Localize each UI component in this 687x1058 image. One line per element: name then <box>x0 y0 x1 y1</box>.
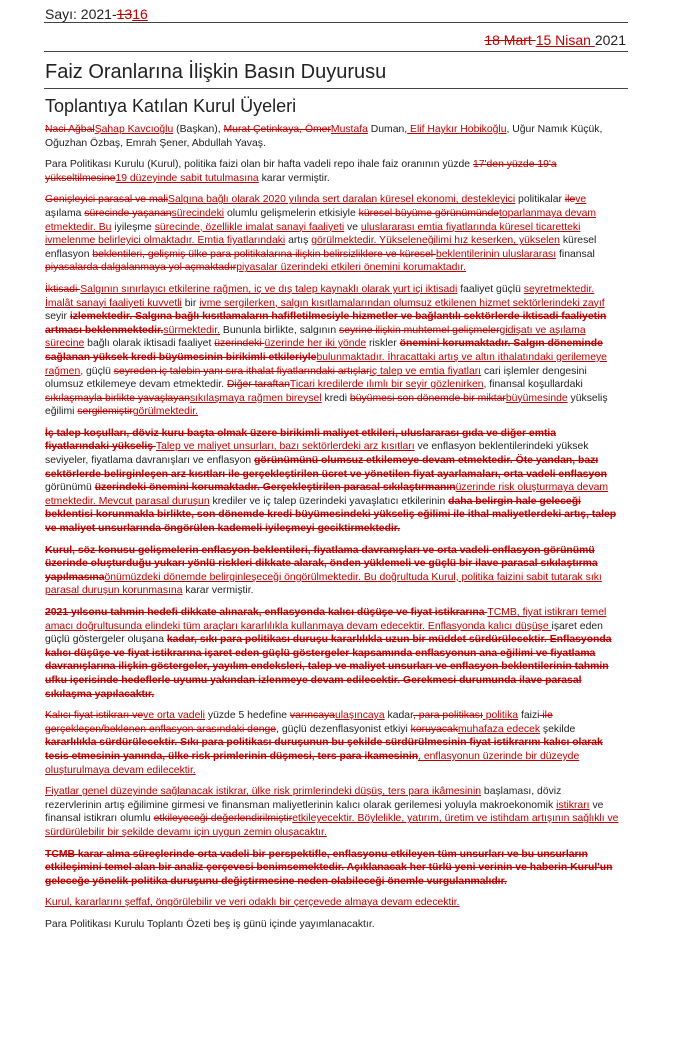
deleted-text: seyreden iç talebin yanı sıra ithalat fiyatlarındaki artışlar <box>113 365 370 377</box>
text-run: , güçlü dezenflasyonist etkiyi <box>276 723 411 735</box>
deleted-text: seyrine ilişkin muhtemel gelişmeler <box>339 324 500 336</box>
text-run: artış <box>285 235 312 247</box>
deleted-text: İktisadi <box>45 283 81 295</box>
text-run: bağlı olarak iktisadi faaliyet <box>84 338 215 350</box>
issue-deleted: 13 <box>116 6 133 22</box>
date-inserted: 15 Nisan <box>535 32 595 48</box>
text-run: Para Politikası Kurulu Toplantı Özeti beş iş günü içinde yayımlanacaktır. <box>45 918 375 930</box>
date-year: 2021 <box>594 32 626 48</box>
deleted-text: sergilemiştir <box>77 406 133 418</box>
text-run: kadar <box>384 710 413 722</box>
inserted-text: sürecindeki <box>171 207 225 219</box>
text-run: iyileşme <box>111 221 155 233</box>
text-run: aşılama <box>45 207 85 219</box>
deleted-text: Naci Ağbal <box>45 124 95 135</box>
deleted-text: kararlılıkla sürdürülecektir. Sıkı para politikası duruşunun bu şekilde sürdürülmesinin fiyat istikrarını kalıcı olarak tesis etmesinin yanında, ülke risk primlerinin düşmesi, ters para ikamesinin <box>45 737 603 762</box>
text-run: (Başkan), <box>173 124 224 135</box>
inserted-text: iç talep ve emtia fiyatları <box>369 365 482 377</box>
deleted-text: piyasalarda dalgalanmaya yol açmaktadır <box>45 262 237 274</box>
inserted-text: üzerinde risk oluşturmaya devam etmektedir. Mevcut parasal duruşun <box>45 482 609 507</box>
inserted-text: eğilimi hız keserken, yükselen <box>421 235 560 247</box>
deleted-text: Kalıcı fiyat istikrarı ve <box>45 710 144 722</box>
issue-inserted: 16 <box>132 6 148 22</box>
text-run: Para Politikası Kurulu (Kurul), politika faizi olan bir hafta vadeli repo ihale faiz oranının yüzde <box>45 159 473 171</box>
deleted-text: 2021 yılsonu tahmin hedefi dikkate alınarak, enflasyonda kalıcı düşüşe ve fiyat istikrarına <box>45 607 488 618</box>
text-run: seyir <box>45 311 70 323</box>
text-run: karar vermiştir. <box>182 585 254 597</box>
text-run: olumlu gelişmelerin etkisiyle <box>224 207 359 219</box>
text-run: faaliyet güçlü <box>457 283 524 295</box>
inserted-text: önümüzdeki dönemde belirginleşeceği öngörülmektedir. Bu doğrultuda Kurul, politika faizini sabit tutarak sıkı parasal duruşun korunmasına <box>45 571 602 597</box>
inserted-text: etkileyecektir. Böylelikle, yatırım, üretim ve istihdam artışının sağlıklı ve sürdürülebilir bir şekilde devamı için uygun zemin oluşacaktır. <box>45 813 619 838</box>
text-run: kredi <box>321 392 350 404</box>
inserted-text: Talep ve maliyet unsurları, bazı sektörlerdeki arz kısıtları <box>155 441 415 453</box>
text-run: finansal <box>556 248 595 260</box>
text-run: güçlü <box>83 365 114 377</box>
inserted-text: bulunmaktadır. İhracattaki artış ve altın ithalatındaki gerilemeye rağmen, <box>45 351 607 377</box>
text-run: görünümü <box>45 482 95 494</box>
text-run: faizi <box>518 710 540 722</box>
text-run: şekilde <box>540 723 576 735</box>
inserted-text: Mustafa <box>330 124 368 135</box>
deleted-text: üzerindeki <box>214 338 265 350</box>
text-run: Duman, <box>367 124 408 135</box>
paragraph <box>45 544 620 598</box>
text-run: ve enflasyon beklentilerindeki yüksek seviyeler, fiyatlama davranışları ve enflasyon <box>45 441 589 467</box>
deleted-text: önemini korumaktadır. Salgın döneminde sağlanan yüksek kredi büyümesinin birikimli etkileriyle <box>45 338 603 363</box>
inserted-text: görülmektedir. Yükselen <box>311 235 422 247</box>
deleted-text: ile gerçekleşen/beklenen enflasyon arasındaki denge <box>45 710 553 735</box>
deleted-text: etkileyeceği değerlendirilmiştir <box>153 813 293 825</box>
deleted-text: , para politikası <box>412 710 483 722</box>
text-run: karar vermiştir. <box>258 172 330 184</box>
inserted-text: Şahap Kavcıoğlu <box>94 124 174 135</box>
inserted-text: Fiyatlar genel düzeyinde sağlanacak istikrar, ülke risk primlerindeki düşüş, ters para ikâmesinin <box>45 786 482 798</box>
text-run: başlaması, döviz rezervlerinin artış eğilimine girmesi ve finansman maliyetlerinin kalıcı olarak gerilemesi yoluyla makroekonomik <box>45 786 562 811</box>
release-date <box>484 32 626 48</box>
paragraph <box>45 123 620 150</box>
paragraph <box>45 896 620 910</box>
paragraph <box>45 785 620 839</box>
deleted-text: kadar, sıkı para politikası duruşu kararlılıkla uzun bir müddet sürdürülecektir. Enflasyonda kalıcı düşüşe ve fiyat istikrarına işaret eden güçlü göstergeler kapsamında enflasyonun ana eğilimi ve fiyatlama davranışlarına ilişkin göstergeler, yayılım endeksleri, talep ve maliyet unsurları ve enflasyon beklentilerinin tahmin ufku içerisinde hedeflerle uyumu yakından izlenmeye devam edilecektir. Gerekmesi durumunda ilave parasal sıkılaşma yapılacaktır. <box>45 634 612 700</box>
paragraph <box>45 606 620 701</box>
inserted-text: Salgına bağlı olarak 2020 yılında sert daralan küresel ekonomi, destekleyici <box>168 194 516 206</box>
section-heading: Toplantıya Katılan Kurul Üyeleri <box>45 96 297 116</box>
inserted-text: ve orta vadeli <box>143 710 205 722</box>
inserted-text: piyasalar üzerindeki etkileri önemini korumaktadır. <box>236 262 467 274</box>
inserted-text: üzerinde her iki yönde <box>264 338 367 350</box>
inserted-text: ivme sergilerken, salgın kısıtlamalarından olumsuz etkilenen hizmet sektörlerindeki zayıf <box>199 297 605 309</box>
issue-number <box>45 6 148 22</box>
deleted-text: sürecinde yaşanan <box>84 207 172 219</box>
inserted-text: beklentilerinin uluslararası <box>435 248 557 260</box>
inserted-text: Kurul, kararlarını şeffaf, öngörülebilir ve veri odaklı bir çerçevede almaya devam edecektir. <box>45 897 460 909</box>
issue-prefix: Sayı: 2021- <box>45 6 117 22</box>
deleted-text: ile <box>564 194 576 206</box>
text-run: küresel enflasyon <box>45 235 597 260</box>
inserted-text: ve <box>575 194 587 206</box>
paragraph <box>45 427 620 536</box>
deleted-text: daha belirgin hale geleceği beklentisi korunmakla birlikte, son dönemde kredi büyümesindeki yükseliş eğilimi ile ithal maliyetlerdeki artış, talep ve maliyet unsurlarında öngörülen kademeli iyileşmeyi geciktirmektedir. <box>45 495 617 535</box>
text-run: politikalar <box>515 194 565 206</box>
deleted-text: izlemektedir. Salgına bağlı kısıtlamaların hafifletilmesiyle hizmetler ve bağlantılı sektörlerde iktisadi faaliyetin artması beklenmektedir. <box>45 311 607 336</box>
paragraph <box>45 709 620 777</box>
deleted-text: Genişleyici parasal ve mali <box>45 194 169 206</box>
text-run: Bununla birlikte, salgının <box>220 324 339 336</box>
paragraph <box>45 283 620 419</box>
page-title: Faiz Oranlarına İlişkin Basın Duyurusu <box>45 61 387 83</box>
text-run: yükseliş eğilimi <box>45 392 608 418</box>
paragraph <box>45 193 620 275</box>
inserted-text: toparlanmaya devam etmektedir. Bu <box>45 207 597 233</box>
deleted-text: Diğer taraftan <box>226 379 290 391</box>
inserted-text: politika <box>482 710 519 722</box>
text-run: , finansal koşullardaki <box>483 379 583 391</box>
title-divider <box>44 88 628 89</box>
paragraph <box>45 158 620 185</box>
inserted-text: Elif Haykır Hobikoğlu <box>407 124 507 135</box>
deleted-text: küresel büyüme görünümünde <box>358 207 500 219</box>
inserted-text: görülmektedir. <box>132 406 199 418</box>
inserted-text: istikrarı <box>556 799 590 811</box>
text-run: riskler <box>366 338 400 350</box>
text-run: bir <box>181 297 200 309</box>
inserted-text: Ticari kredilerde ılımlı bir seyir gözlenirken <box>289 379 484 391</box>
text-run: ve <box>344 221 361 233</box>
text-run: krediler ve iç talep üzerindeki yavaşlatıcı etkilerinin <box>209 495 449 507</box>
top-divider <box>44 22 628 23</box>
date-deleted: 18 Mart <box>484 32 536 48</box>
inserted-text: muhafaza edecek <box>458 723 541 735</box>
header-divider <box>44 51 628 52</box>
inserted-text: uluslararası emtia fiyatlarında küresel ticaretteki ivmelenme belirleyici olmaktadır. Emtia fiyatlarındaki <box>45 221 581 247</box>
deleted-text: büyümesi son dönemde bir miktar <box>349 392 506 404</box>
text-run: cari işlemler dengesini olumsuz etkilemeye devam etmektedir. <box>45 365 587 391</box>
inserted-text: sürmektedir. <box>163 324 220 336</box>
deleted-text: Kurul, söz konusu gelişmelerin enflasyon beklentileri, fiyatlama davranışları ve orta vadeli enflasyon görünümü üzerinde oluşturduğu yukarı yönlü riskleri dikkate alarak, önden yüklemeli ve güçlü bir ilave parasal sıkılaştırma yapılmasına <box>45 544 598 583</box>
inserted-text: Salgının sınırlayıcı etkilerine rağmen, iç ve dış talep kaynaklı olarak yurt içi iktisadi <box>80 283 458 295</box>
text-run: , Uğur Namık Küçük, Oğuzhan Özbaş, Emrah Şener, Abdullah Yavaş. <box>45 124 603 149</box>
document-body <box>45 123 620 939</box>
inserted-text: gidişatı ve aşılama sürecine <box>45 324 586 350</box>
inserted-text: sıkılaşmaya rağmen bireysel <box>189 392 322 404</box>
inserted-text: sürecinde, özellikle imalat sanayi faaliyeti <box>154 221 345 233</box>
inserted-text: ulaşıncaya <box>334 710 385 722</box>
text-run: ve finansal istikrarı olumlu <box>45 799 604 825</box>
deleted-text: beklentileri, gelişmiş ülke para politikalarına ilişkin belirsizliklere ve küresel <box>92 248 436 260</box>
text-run: yüzde 5 hedefine <box>204 710 290 722</box>
text-run: işaret eden güçlü göstergeler oluşana <box>45 620 603 646</box>
inserted-text: seyretmektedir. İmalât sanayi faaliyeti kuvvetli <box>45 283 595 309</box>
deleted-text: görünümünü olumsuz etkilemeye devam etmektedir. Öte yandan, bazı sektörlerde belirginleşen arz kısıtları ile gerçekleştirilen ücret ve yönetilen fiyat ayarlamaları, orta vadeli enflasyon <box>45 455 607 480</box>
inserted-text: , enflasyonun üzerinde bir düzeyde oluşturulmaya devam edilecektir. <box>45 750 580 776</box>
deleted-text: üzerindeki önemini korumaktadır. Gerçekleştirilen parasal sıkılaştırmanın <box>94 482 456 494</box>
paragraph <box>45 848 620 889</box>
paragraph <box>45 918 620 932</box>
deleted-text: İç talep koşulları, döviz kuru başta olmak üzere birikimli maliyet etkileri, uluslararası gıda ve diğer emtia fiyatlarındaki yükseliş <box>45 427 557 453</box>
deleted-text: 17'den yüzde 19'a yükseltilmesine <box>45 159 557 184</box>
deleted-text: koruyacak <box>410 723 459 735</box>
deleted-text: Murat Çetinkaya, Ömer <box>223 124 331 135</box>
inserted-text: TCMB, fiyat istikrarı temel amacı doğrultusunda elindeki tüm araçları kararlılıkla kullanmaya devam edecektir. Enflasyonda kalıcı düşüşe <box>45 607 607 632</box>
inserted-text: büyümesinde <box>505 392 568 404</box>
deleted-text: varıncaya <box>289 710 335 722</box>
inserted-text: 19 düzeyinde sabit tutulmasına <box>115 172 259 184</box>
deleted-text: TCMB karar alma süreçlerinde orta vadeli bir perspektifle, enflasyonu etkileyen tüm unsurları ve bu unsurların etkileşimini temel alan bir analiz çerçevesi benimsemektedir. Açıklanacak her türlü yeni verinin ve haberin Kurul'un geleceğe yönelik politika duruşunu değiştirmesine neden olabileceği önemle vurgulanmalıdır. <box>45 848 613 887</box>
deleted-text: sıkılaşmayla birlikte yavaşlayan <box>45 392 190 404</box>
